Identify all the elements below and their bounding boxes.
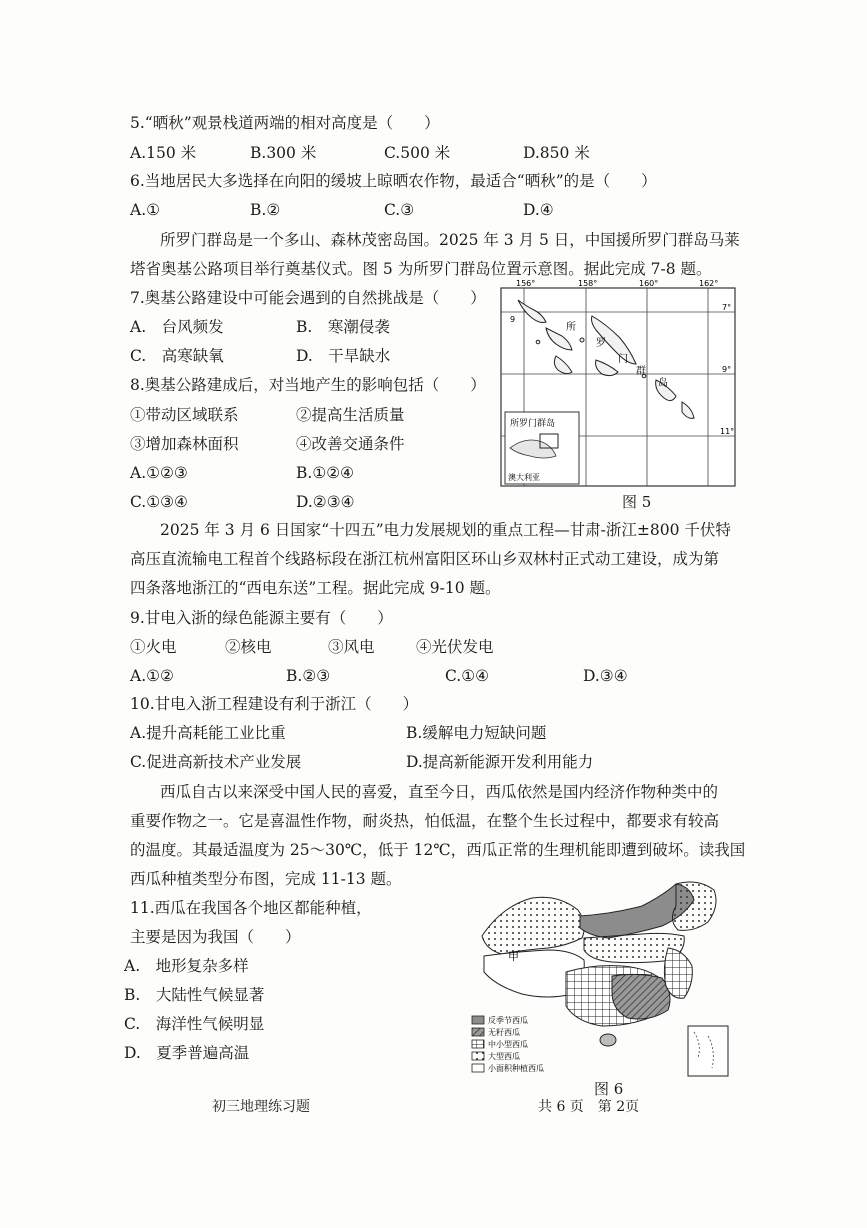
lon-label-160: 160° — [639, 280, 659, 288]
q10-option-c: C.促进高新技术产业发展 — [130, 753, 302, 771]
figure5-caption: 图 5 — [622, 493, 652, 511]
region-hatched — [612, 974, 670, 1019]
q8-stem: 8.奥基公路建成后，对当地产生的影响包括（ ） — [130, 376, 486, 394]
q10-option-a: A.提升高耗能工业比重 — [130, 724, 286, 742]
inset-label: 所罗门群岛 — [510, 419, 556, 429]
q9-option-a: A.①② — [130, 667, 174, 685]
passage3-line-4: 西瓜种植类型分布图，完成 11-13 题。 — [130, 870, 402, 888]
q8-item-1: ①带动区域联系 — [130, 406, 239, 424]
q6-option-c: C.③ — [384, 201, 415, 219]
q5-stem: 5.“晒秋”观景栈道两端的相对高度是（ ） — [130, 114, 440, 132]
q11-option-b: B. 大陆性气候显著 — [124, 986, 265, 1004]
q9-item-3: ③风电 — [328, 638, 375, 656]
footer-pages: 共 6 页 第 2页 — [538, 1099, 640, 1115]
q9-option-c: C.①④ — [445, 667, 490, 685]
region-northwest — [482, 897, 584, 954]
q11-option-c: C. 海洋性气候明显 — [124, 1015, 265, 1033]
q7-option-a: A. 台风频发 — [130, 318, 224, 336]
legend-label-2: 无籽西瓜 — [488, 1028, 520, 1037]
map-char-4: 群 — [636, 366, 646, 377]
legend-swatch-4 — [472, 1052, 484, 1060]
legend-swatch-5 — [472, 1064, 484, 1072]
legend-swatch-1 — [472, 1016, 484, 1024]
legend-swatch-3 — [472, 1040, 484, 1048]
q5-option-d: D.850 米 — [523, 144, 590, 162]
region-northeast — [672, 882, 716, 930]
q8-option-a: A.①②③ — [130, 464, 188, 482]
passage2-line-3: 四条落地浙江的“西电东送”工程。据此完成 9-10 题。 — [130, 579, 501, 597]
q8-item-4: ④改善交通条件 — [296, 435, 405, 453]
q9-item-4: ④光伏发电 — [416, 638, 494, 656]
q10-stem: 10.甘电入浙工程建设有利于浙江（ ） — [130, 695, 419, 713]
figure6-caption: 图 6 — [594, 1080, 624, 1098]
passage2-line-2: 高压直流输电工程首个线路标段在浙江杭州富阳区环山乡双林村正式动工建设，成为第 — [130, 550, 720, 568]
q11-option-a: A. 地形复杂多样 — [124, 957, 249, 975]
q8-option-c: C.①③④ — [130, 493, 188, 511]
q8-option-b: B.①②④ — [296, 464, 355, 482]
lat-label-11: 11° — [720, 427, 735, 436]
passage1-line-2: 塔省奥基公路项目举行奠基仪式。图 5 为所罗门群岛位置示意图。据此完成 7-8 题。 — [130, 260, 712, 278]
region-east — [664, 948, 692, 998]
q11-option-d: D. 夏季普遍高温 — [124, 1044, 250, 1062]
map-char-1: 所 — [566, 322, 576, 333]
q7-stem: 7.奥基公路建设中可能会遇到的自然挑战是（ ） — [130, 289, 486, 307]
figure6-legend — [472, 1015, 544, 1073]
q10-option-b: B.缓解电力短缺问题 — [406, 724, 547, 742]
footer-title: 初三地理练习题 — [212, 1099, 310, 1115]
q9-item-1: ①火电 — [130, 638, 177, 656]
lat-label-7: 7° — [722, 303, 732, 312]
islet-1 — [580, 338, 584, 342]
legend-label-3: 中小型西瓜 — [488, 1040, 528, 1049]
legend-label-1: 反季节西瓜 — [488, 1016, 528, 1025]
q8-option-d: D.②③④ — [296, 493, 355, 511]
region-hainan — [600, 1034, 616, 1046]
q7-option-b: B. 寒潮侵袭 — [296, 318, 390, 336]
q11-stem-line-2: 主要是因为我国（ ） — [130, 928, 301, 946]
q8-item-3: ③增加森林面积 — [130, 435, 239, 453]
inset-corner-label: 澳大利亚 — [508, 473, 540, 482]
figure5-map — [496, 280, 740, 490]
lon-label-156: 156° — [516, 280, 536, 288]
q9-option-b: B.②③ — [286, 667, 331, 685]
q5-option-c: C.500 米 — [384, 144, 451, 162]
passage2-line-1: 2025 年 3 月 6 日国家“十四五”电力发展规划的重点工程—甘肃-浙江±800 千伏特 — [160, 521, 731, 539]
passage1-line-1: 所罗门群岛是一个多山、森林茂密岛国。2025 年 3 月 5 日，中国援所罗门群岛马莱 — [160, 231, 740, 249]
lat-label-9: 9° — [722, 365, 732, 374]
q9-option-d: D.③④ — [583, 667, 628, 685]
q7-option-c: C. 高寒缺氧 — [130, 347, 224, 365]
lon-label-162: 162° — [699, 280, 719, 288]
region-label-jia: 甲 — [508, 950, 519, 963]
figure6-map — [462, 876, 736, 1080]
passage3-line-2: 重要作物之一。它是喜温性作物，耐炎热，怕低温，在整个生长过程中，都要求有较高 — [130, 812, 720, 830]
passage3-line-1: 西瓜自古以来深受中国人民的喜爱，直至今日，西瓜依然是国内经济作物种类中的 — [160, 783, 719, 801]
q9-stem: 9.甘电入浙的绿色能源主要有（ ） — [130, 609, 393, 627]
map-char-3: 门 — [618, 354, 628, 365]
legend-label-5: 小面积种植西瓜 — [488, 1064, 544, 1073]
q8-item-2: ②提高生活质量 — [296, 406, 405, 424]
q11-stem-line-1: 11.西瓜在我国各个地区都能种植， — [130, 899, 372, 917]
islet-2 — [536, 340, 540, 344]
q7-option-d: D. 干旱缺水 — [296, 347, 391, 365]
q6-option-d: D.④ — [523, 201, 554, 219]
left-edge-label: 9 — [510, 315, 516, 324]
q6-option-b: B.② — [250, 201, 281, 219]
legend-swatch-2 — [472, 1028, 484, 1036]
south-china-sea-inset — [688, 1026, 728, 1076]
lon-label-158: 158° — [578, 280, 598, 288]
q6-option-a: A.① — [130, 201, 161, 219]
q5-option-b: B.300 米 — [250, 144, 317, 162]
q5-option-a: A.150 米 — [130, 144, 197, 162]
q6-stem: 6.当地居民大多选择在向阳的缓坡上晾晒农作物，最适合“晒秋”的是（ ） — [130, 172, 657, 190]
map-char-5: 岛 — [658, 378, 668, 389]
q10-option-d: D.提高新能源开发利用能力 — [406, 753, 594, 771]
legend-label-4: 大型西瓜 — [488, 1052, 520, 1061]
passage3-line-3: 的温度。其最适温度为 25～30℃，低于 12℃，西瓜正常的生理机能即遭到破坏。读我国 — [130, 841, 746, 859]
map-char-2: 罗 — [596, 338, 606, 349]
q9-item-2: ②核电 — [225, 638, 272, 656]
